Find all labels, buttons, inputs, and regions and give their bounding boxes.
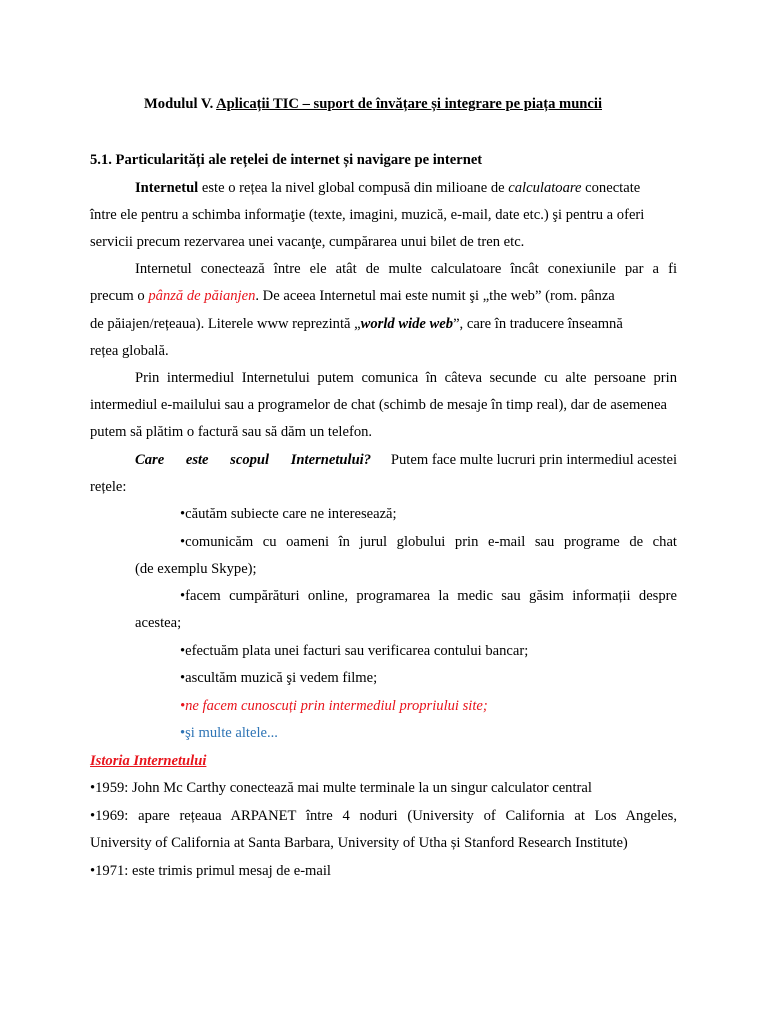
p3-line-1: Prin intermediul Internetului putem comunica în câteva secunde cu alte persoane prin	[135, 370, 677, 386]
p1-line-1	[135, 179, 677, 197]
p1-term-calculatoare: calculatoare	[508, 180, 582, 196]
p2-line-2-start: precum o	[90, 288, 149, 304]
p2-line-2-end: . De aceea Internetul mai este numit şi „the web” (rom. pânza	[255, 288, 615, 304]
bullet-item: •ascultăm muzică şi vedem filme;	[180, 670, 378, 686]
p2-line-3-start: de păiajen/rețeaua). Literele www reprezintă „	[90, 316, 361, 332]
p2-line-3-end: ”, care în traducere înseamnă	[453, 316, 623, 332]
section-heading: 5.1. Particularități ale rețelei de internet și navigare pe internet	[90, 152, 483, 168]
p2-term-www: world wide web	[360, 316, 454, 332]
history-item: •1959: John Mc Carthy conectează mai multe terminale la un singur calculator central	[90, 780, 592, 796]
p4-question: Care este scopul Internetului?	[135, 452, 372, 468]
bullet-item-continuation: acestea;	[135, 615, 182, 631]
bullet-item: •efectuăm plata unei facturi sau verificarea contului bancar;	[180, 643, 529, 659]
p1-lead-term: Internetul	[135, 180, 199, 196]
module-title-prefix: Modulul V.	[144, 96, 214, 112]
module-title	[144, 95, 602, 113]
p3-line-3: putem să plătim o factură sau să dăm un telefon.	[90, 424, 373, 440]
p1-line-2: între ele pentru a schimba informaţie (texte, imagini, muzică, e-mail, date etc.) şi pentru a oferi	[90, 207, 645, 223]
history-heading: Istoria Internetului	[90, 753, 207, 769]
p2-line-4: rețea globală.	[90, 343, 169, 359]
p2-line-2	[90, 287, 615, 305]
p3-line-2: intermediul e-mailului sau a programelor de chat (schimb de mesaje în timp real), dar de asemenea	[90, 397, 668, 413]
p2-line-3	[90, 315, 623, 333]
history-item: •1971: este trimis primul mesaj de e-mail	[90, 863, 331, 879]
bullet-item-continuation: (de exemplu Skype);	[135, 561, 257, 577]
bullet-item: •căutăm subiecte care ne interesează;	[180, 506, 397, 522]
bullet-item: •facem cumpărături online, programarea la medic sau găsim informații despre	[180, 588, 677, 604]
p1-line-3: servicii precum rezervarea unei vacanţe, cumpărarea unui bilet de tren etc.	[90, 234, 525, 250]
history-item: •1969: apare rețeaua ARPANET între 4 noduri (University of California at Los Angeles,	[90, 808, 677, 824]
p4-line-1	[135, 451, 677, 469]
bullet-item-highlight: •ne facem cunoscuți prin intermediul propriului site;	[180, 698, 488, 714]
history-item-continuation: University of California at Santa Barbara, University of Utha și Stanford Research Institute)	[90, 835, 628, 851]
p1-line-1-end: conectate	[581, 180, 641, 196]
p2-line-1: Internetul conectează între ele atât de multe calculatoare încât conexiunile par a fi	[135, 261, 677, 277]
p2-term-panza: pânză de păianjen	[148, 288, 256, 304]
p1-line-1-text: este o rețea la nivel global compusă din milioane de	[198, 180, 509, 196]
p4-line-2: rețele:	[90, 479, 127, 495]
module-title-subject: Aplicații TIC – suport de învățare și integrare pe piața muncii	[216, 96, 603, 112]
bullet-item-more: •şi multe altele...	[180, 725, 278, 741]
p4-line-1-rest: Putem face multe lucruri prin intermediul acestei	[387, 452, 677, 468]
bullet-item: •comunicăm cu oameni în jurul globului prin e-mail sau programe de chat	[180, 534, 677, 550]
